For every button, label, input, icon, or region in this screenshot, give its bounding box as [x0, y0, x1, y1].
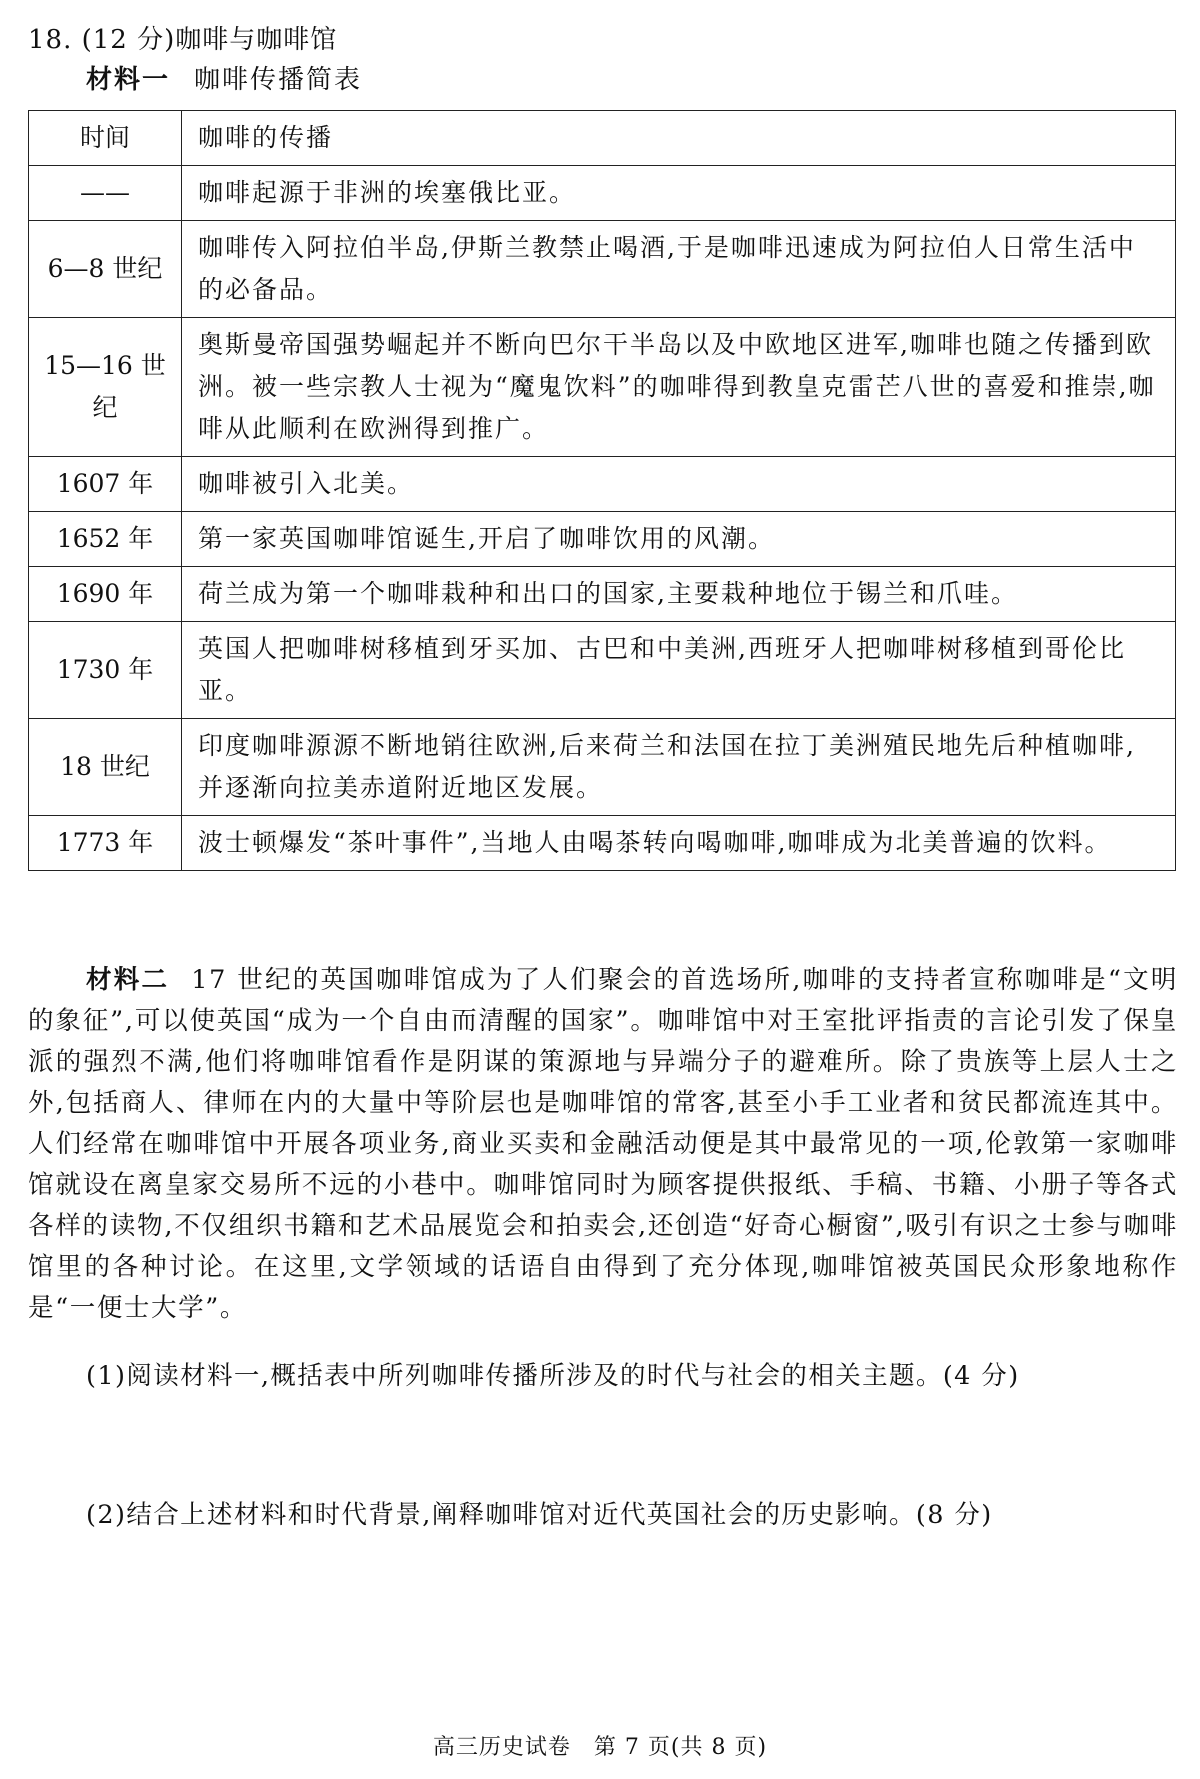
- row-content-cell: 第一家英国咖啡馆诞生,开启了咖啡饮用的风潮。: [182, 512, 1176, 567]
- row-content-cell: 咖啡起源于非洲的埃塞俄比亚。: [182, 166, 1176, 221]
- table-row: [29, 457, 1176, 512]
- material-one-heading: [86, 62, 362, 98]
- material-one-label: 材料一: [86, 65, 171, 95]
- table-row: [29, 622, 1176, 719]
- header-time-cell: 时间: [29, 111, 182, 166]
- sub-question-2: (2)结合上述材料和时代背景,阐释咖啡馆对近代英国社会的历史影响。(8 分): [86, 1500, 993, 1530]
- row-content-cell: 奥斯曼帝国强势崛起并不断向巴尔干半岛以及中欧地区进军,咖啡也随之传播到欧洲。被一些宗教人士视为“魔鬼饮料”的咖啡得到教皇克雷芒八世的喜爱和推崇,咖啡从此顺利在欧洲得到推广。: [182, 318, 1176, 457]
- material-two-label: 材料二: [86, 965, 170, 995]
- header-content-cell: 咖啡的传播: [182, 111, 1176, 166]
- material-two-text: 17 世纪的英国咖啡馆成为了人们聚会的首选场所,咖啡的支持者宣称咖啡是“文明的象征”,可以使英国“成为一个自由而清醒的国家”。咖啡馆中对王室批评指责的言论引发了保皇派的强烈不满,他们将咖啡馆看作是阴谋的策源地与异端分子的避难所。除了贵族等上层人士之外,包括商人、律师在内的大量中等阶层也是咖啡馆的常客,甚至小手工业者和贫民都流连其中。人们经常在咖啡馆中开展各项业务,商业买卖和金融活动便是其中最常见的一项,伦敦第一家咖啡馆就设在离皇家交易所不远的小巷中。咖啡馆同时为顾客提供报纸、手稿、书籍、小册子等各式各样的读物,不仅组织书籍和艺术品展览会和拍卖会,还创造“好奇心橱窗”,吸引有识之士参与咖啡馆里的各种讨论。在这里,文学领域的话语自由得到了充分体现,咖啡馆被英国民众形象地称作是“一便士大学”。: [28, 965, 1178, 1323]
- table-row: [29, 512, 1176, 567]
- question-title: 18. (12 分)咖啡与咖啡馆: [28, 25, 338, 55]
- table-row: [29, 166, 1176, 221]
- material-two-paragraph: [28, 960, 1178, 1329]
- table-row: [29, 318, 1176, 457]
- row-time-cell: 15—16 世纪: [29, 318, 182, 457]
- row-time-cell: 1607 年: [29, 457, 182, 512]
- row-time-cell: 1652 年: [29, 512, 182, 567]
- table-header-row: [29, 111, 1176, 166]
- table-row: [29, 816, 1176, 871]
- row-content-cell: 荷兰成为第一个咖啡栽种和出口的国家,主要栽种地位于锡兰和爪哇。: [182, 567, 1176, 622]
- row-content-cell: 咖啡传入阿拉伯半岛,伊斯兰教禁止喝酒,于是咖啡迅速成为阿拉伯人日常生活中的必备品。: [182, 221, 1176, 318]
- row-content-cell: 咖啡被引入北美。: [182, 457, 1176, 512]
- page-footer: 高三历史试卷 第 7 页(共 8 页): [432, 1735, 768, 1760]
- row-content-cell: 英国人把咖啡树移植到牙买加、古巴和中美洲,西班牙人把咖啡树移植到哥伦比亚。: [182, 622, 1176, 719]
- row-time-cell: 6—8 世纪: [29, 221, 182, 318]
- table-row: [29, 719, 1176, 816]
- row-time-cell: ——: [29, 166, 182, 221]
- table-row: [29, 221, 1176, 318]
- table-row: [29, 567, 1176, 622]
- row-time-cell: 1690 年: [29, 567, 182, 622]
- row-content-cell: 波士顿爆发“茶叶事件”,当地人由喝茶转向喝咖啡,咖啡成为北美普遍的饮料。: [182, 816, 1176, 871]
- material-one-title: 咖啡传播简表: [194, 65, 363, 95]
- sub-question-1: (1)阅读材料一,概括表中所列咖啡传播所涉及的时代与社会的相关主题。(4 分): [86, 1361, 1020, 1391]
- row-time-cell: 1773 年: [29, 816, 182, 871]
- row-time-cell: 1730 年: [29, 622, 182, 719]
- coffee-spread-table: [28, 110, 1176, 871]
- row-content-cell: 印度咖啡源源不断地销往欧洲,后来荷兰和法国在拉丁美洲殖民地先后种植咖啡,并逐渐向拉美赤道附近地区发展。: [182, 719, 1176, 816]
- row-time-cell: 18 世纪: [29, 719, 182, 816]
